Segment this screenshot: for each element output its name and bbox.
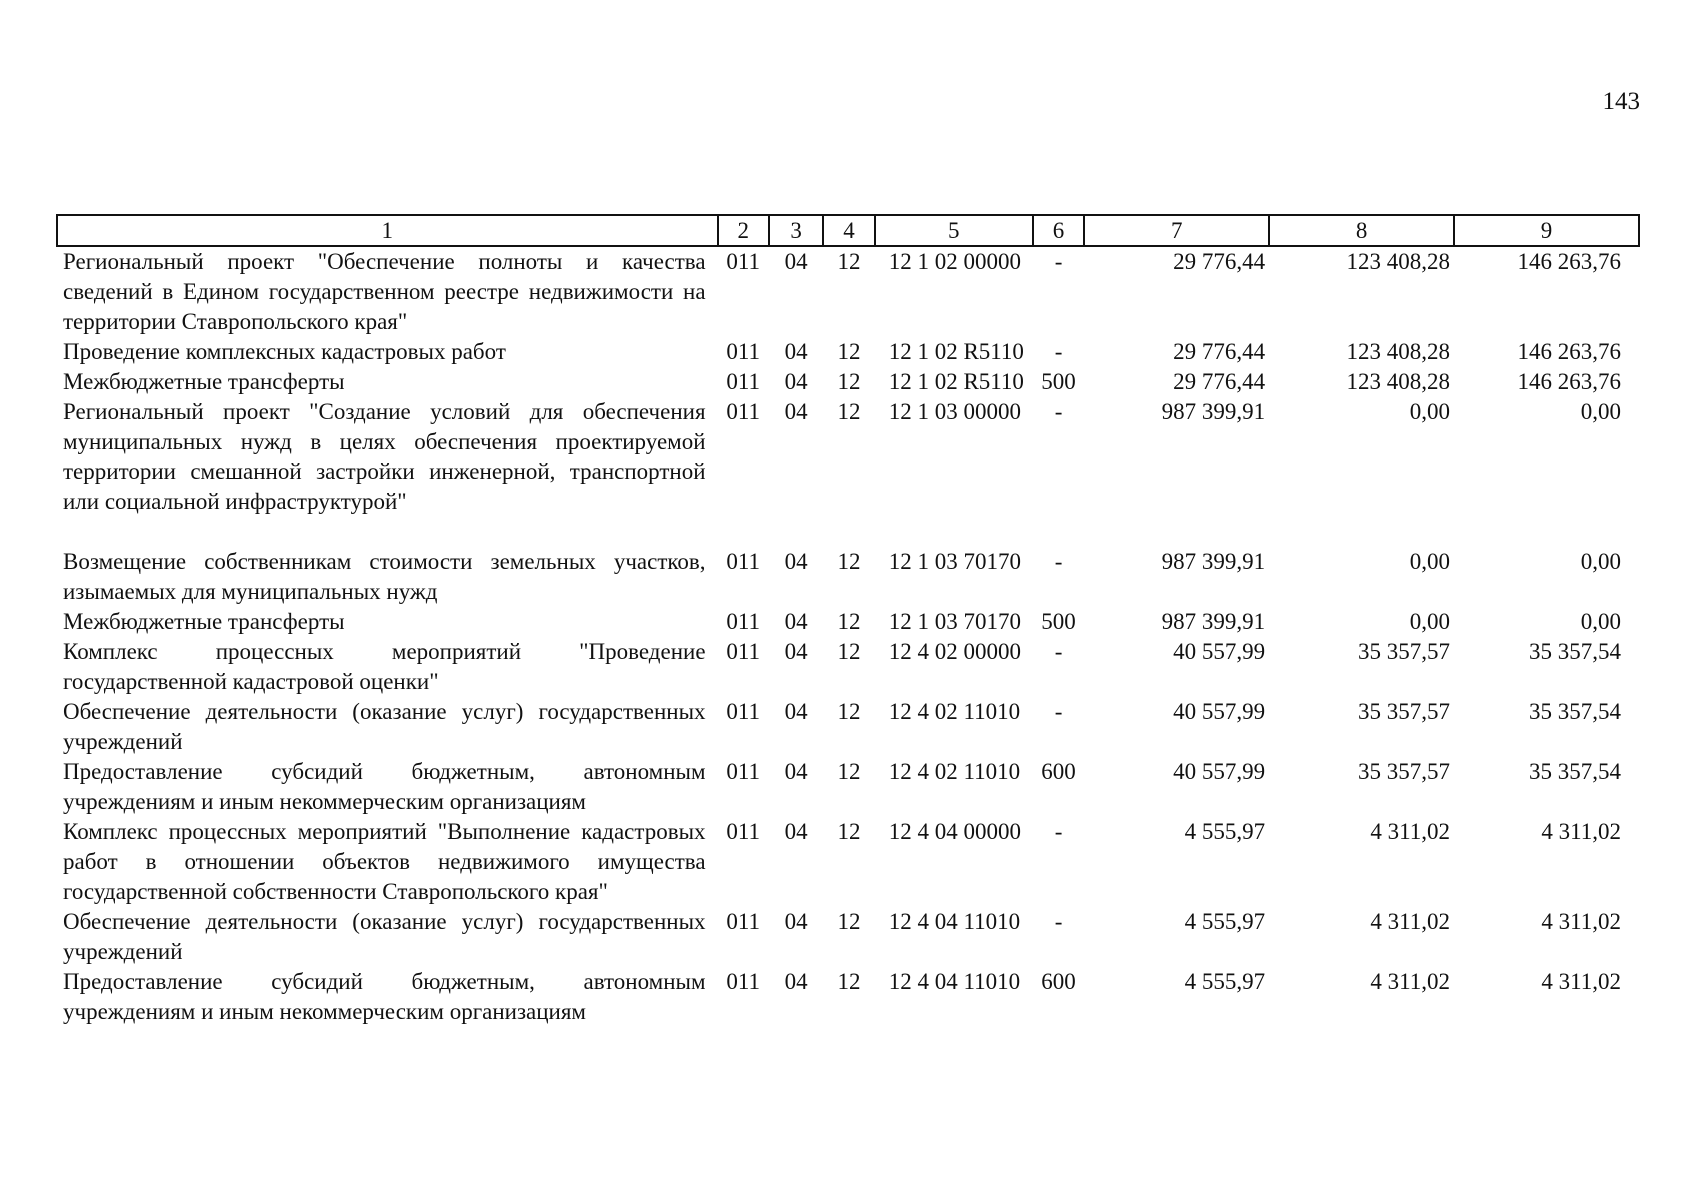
amount-year-3: 146 263,76	[1517, 339, 1621, 364]
expense-type-code: -	[1054, 549, 1063, 574]
amount-year-3: 35 357,54	[1529, 759, 1621, 784]
amount-year-3: 0,00	[1580, 549, 1621, 574]
row-name: Предоставление субсидий бюджетным, автономным учреждениям и иным некоммерческим организациям	[63, 969, 706, 1024]
subsection-code: 12	[837, 909, 861, 934]
grbs-code: 011	[726, 339, 761, 364]
section-code: 04	[784, 339, 808, 364]
amount-year-3: 4 311,02	[1541, 909, 1621, 934]
table-row	[57, 397, 1639, 547]
table-row	[57, 967, 1639, 1027]
row-name: Обеспечение деятельности (оказание услуг) государственных учреждений	[63, 909, 706, 964]
row-name: Межбюджетные трансферты	[63, 369, 345, 394]
column-header: 5	[875, 215, 1033, 246]
section-code: 04	[784, 609, 808, 634]
section-code: 04	[784, 399, 808, 424]
target-article-code: 12 4 04 11010	[888, 969, 1021, 994]
subsection-code: 12	[837, 699, 861, 724]
amount-year-1: 29 776,44	[1173, 369, 1266, 394]
amount-year-1: 987 399,91	[1161, 399, 1266, 424]
expense-type-code: -	[1054, 249, 1063, 274]
grbs-code: 011	[726, 369, 761, 394]
expense-type-code: -	[1054, 819, 1063, 844]
target-article-code: 12 4 02 11010	[888, 759, 1021, 784]
amount-year-1: 40 557,99	[1173, 639, 1266, 664]
amount-year-1: 29 776,44	[1173, 249, 1266, 274]
subsection-code: 12	[837, 549, 861, 574]
subsection-code: 12	[837, 759, 861, 784]
amount-year-1: 987 399,91	[1161, 609, 1266, 634]
amount-year-1: 29 776,44	[1173, 339, 1266, 364]
section-code: 04	[784, 909, 808, 934]
table-row	[57, 367, 1639, 397]
expense-type-code: -	[1054, 339, 1063, 364]
amount-year-3: 4 311,02	[1541, 819, 1621, 844]
grbs-code: 011	[726, 609, 761, 634]
subsection-code: 12	[837, 369, 861, 394]
grbs-code: 011	[726, 699, 761, 724]
page-number: 143	[1602, 88, 1640, 115]
row-name: Региональный проект "Обеспечение полноты и качества сведений в Едином государственном реестре недвижимости на территории Ставропольского края"	[63, 249, 706, 334]
amount-year-3: 35 357,54	[1529, 639, 1621, 664]
section-code: 04	[784, 819, 808, 844]
subsection-code: 12	[837, 609, 861, 634]
column-header: 6	[1033, 215, 1084, 246]
table-row	[57, 907, 1639, 967]
amount-year-1: 40 557,99	[1173, 759, 1266, 784]
target-article-code: 12 1 02 R5110	[888, 339, 1024, 364]
column-number-row	[57, 215, 1639, 246]
table-row	[57, 697, 1639, 757]
column-header: 8	[1269, 215, 1454, 246]
amount-year-2: 4 311,02	[1370, 969, 1451, 994]
target-article-code: 12 4 02 00000	[888, 639, 1021, 664]
expense-type-code: 600	[1041, 969, 1076, 994]
table-row	[57, 607, 1639, 637]
amount-year-2: 123 408,28	[1346, 249, 1451, 274]
row-name: Комплекс процессных мероприятий "Выполнение кадастровых работ в отношении объектов недвижимого имущества государственной собственности Ставропольского края"	[63, 819, 706, 904]
subsection-code: 12	[837, 639, 861, 664]
expense-type-code: 500	[1041, 609, 1076, 634]
amount-year-2: 0,00	[1409, 549, 1451, 574]
table-body	[57, 246, 1639, 1027]
section-code: 04	[784, 549, 808, 574]
grbs-code: 011	[726, 249, 761, 274]
amount-year-1: 4 555,97	[1184, 909, 1266, 934]
subsection-code: 12	[837, 969, 861, 994]
target-article-code: 12 1 03 70170	[888, 549, 1021, 574]
amount-year-2: 35 357,57	[1358, 699, 1451, 724]
subsection-code: 12	[837, 249, 861, 274]
table-row	[57, 817, 1639, 907]
table-row	[57, 637, 1639, 697]
amount-year-3: 4 311,02	[1541, 969, 1621, 994]
amount-year-1: 4 555,97	[1184, 819, 1266, 844]
grbs-code: 011	[726, 819, 761, 844]
subsection-code: 12	[837, 819, 861, 844]
expense-type-code: 600	[1041, 759, 1076, 784]
row-name: Межбюджетные трансферты	[63, 609, 345, 634]
row-name: Региональный проект "Создание условий для обеспечения муниципальных нужд в целях обеспечения проектируемой территории смешанной застройки инженерной, транспортной или социальной инфраструктурой"	[63, 399, 706, 514]
table-row	[57, 547, 1639, 607]
target-article-code: 12 4 04 11010	[888, 909, 1021, 934]
grbs-code: 011	[726, 759, 761, 784]
amount-year-3: 146 263,76	[1517, 369, 1621, 394]
amount-year-2: 4 311,02	[1370, 909, 1451, 934]
column-header: 1	[57, 215, 718, 246]
section-code: 04	[784, 369, 808, 394]
expense-type-code: -	[1054, 399, 1063, 424]
section-code: 04	[784, 249, 808, 274]
section-code: 04	[784, 699, 808, 724]
column-header: 4	[823, 215, 874, 246]
amount-year-2: 0,00	[1409, 609, 1451, 634]
row-name: Обеспечение деятельности (оказание услуг) государственных учреждений	[63, 699, 706, 754]
amount-year-1: 4 555,97	[1184, 969, 1266, 994]
target-article-code: 12 4 04 00000	[888, 819, 1021, 844]
expense-type-code: 500	[1041, 369, 1076, 394]
table-row	[57, 246, 1639, 337]
table-row	[57, 337, 1639, 367]
amount-year-2: 123 408,28	[1346, 369, 1451, 394]
table-row	[57, 757, 1639, 817]
table-header	[57, 215, 1639, 246]
budget-table	[56, 214, 1640, 1027]
amount-year-1: 987 399,91	[1161, 549, 1266, 574]
row-name: Предоставление субсидий бюджетным, автономным учреждениям и иным некоммерческим организациям	[63, 759, 706, 814]
column-header: 3	[769, 215, 823, 246]
expense-type-code: -	[1054, 909, 1063, 934]
section-code: 04	[784, 639, 808, 664]
grbs-code: 011	[726, 639, 761, 664]
target-article-code: 12 1 02 00000	[888, 249, 1021, 274]
column-header: 2	[718, 215, 769, 246]
grbs-code: 011	[726, 399, 761, 424]
target-article-code: 12 4 02 11010	[888, 699, 1021, 724]
amount-year-3: 0,00	[1580, 609, 1621, 634]
amount-year-2: 35 357,57	[1358, 759, 1451, 784]
grbs-code: 011	[726, 549, 761, 574]
row-name: Проведение комплексных кадастровых работ	[63, 339, 506, 364]
subsection-code: 12	[837, 399, 861, 424]
expense-type-code: -	[1054, 639, 1063, 664]
amount-year-2: 35 357,57	[1358, 639, 1451, 664]
row-name: Возмещение собственникам стоимости земельных участков, изымаемых для муниципальных нужд	[63, 549, 706, 604]
column-header: 7	[1084, 215, 1269, 246]
target-article-code: 12 1 03 00000	[888, 399, 1021, 424]
row-name: Комплекс процессных мероприятий "Проведение государственной кадастровой оценки"	[63, 639, 706, 694]
target-article-code: 12 1 02 R5110	[888, 369, 1024, 394]
amount-year-2: 0,00	[1409, 399, 1451, 424]
column-header: 9	[1454, 215, 1639, 246]
amount-year-1: 40 557,99	[1173, 699, 1266, 724]
subsection-code: 12	[837, 339, 861, 364]
amount-year-3: 35 357,54	[1529, 699, 1621, 724]
amount-year-2: 123 408,28	[1346, 339, 1451, 364]
target-article-code: 12 1 03 70170	[888, 609, 1021, 634]
section-code: 04	[784, 759, 808, 784]
grbs-code: 011	[726, 969, 761, 994]
amount-year-2: 4 311,02	[1370, 819, 1451, 844]
section-code: 04	[784, 969, 808, 994]
amount-year-3: 146 263,76	[1517, 249, 1621, 274]
expense-type-code: -	[1054, 699, 1063, 724]
amount-year-3: 0,00	[1580, 399, 1621, 424]
grbs-code: 011	[726, 909, 761, 934]
